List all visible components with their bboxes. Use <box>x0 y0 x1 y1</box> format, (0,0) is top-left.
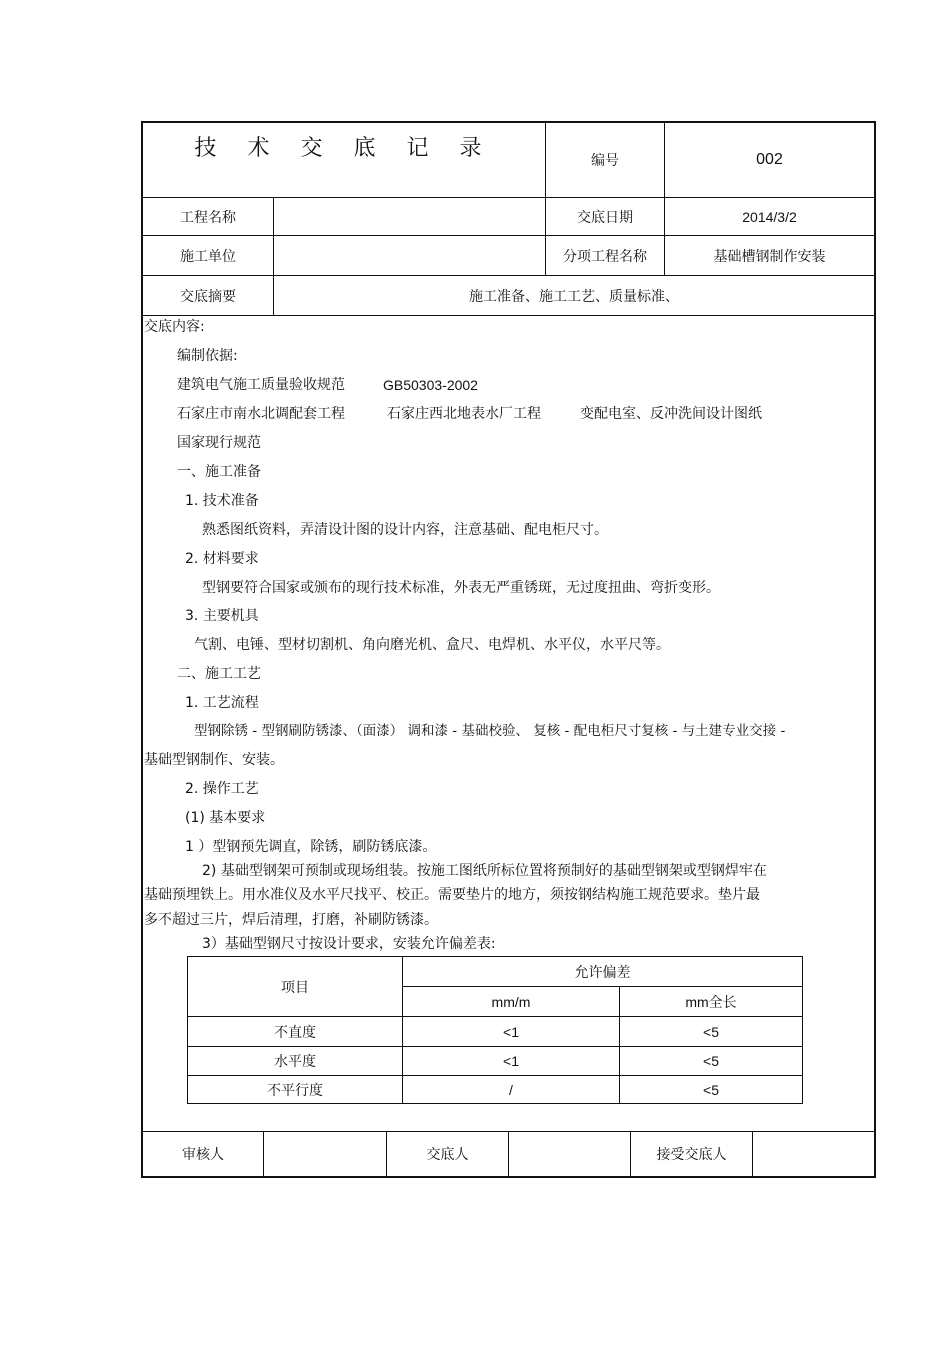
frame-right-border <box>874 121 876 1178</box>
row-item: 不平行度 <box>267 1082 323 1099</box>
col-tolerance-header: 允许偏差 <box>574 964 631 981</box>
col-per-meter-header: mm/m <box>491 993 531 1010</box>
basic-requirements: (1) 基本要求 <box>185 810 266 826</box>
basis-standard-code: GB50303-2002 <box>383 377 478 393</box>
subsection-tools: 3. 主要机具 <box>185 608 259 624</box>
summary-value: 施工准备、施工工艺、质量标准、 <box>469 288 679 305</box>
basis-standard: 建筑电气施工质量验收规范 <box>177 377 345 393</box>
divider <box>802 956 803 1104</box>
col-total-length-header: mm全长 <box>685 993 737 1010</box>
receiver-value <box>753 1132 874 1176</box>
subsection-operation: 2. 操作工艺 <box>185 781 259 797</box>
presenter-value <box>509 1132 630 1176</box>
number-value: 002 <box>756 150 783 168</box>
row-total-length: <5 <box>703 1023 719 1040</box>
section-preparation: 一、施工准备 <box>177 464 261 480</box>
technical-prep-text: 熟悉图纸资料，弄清设计图的设计内容，注意基础、配电柜尺寸。 <box>202 522 608 538</box>
date-label: 交底日期 <box>577 209 633 226</box>
sub-project-value: 基础槽钢制作安装 <box>713 248 826 265</box>
basis-national-code: 国家现行规范 <box>177 435 261 451</box>
reviewer-label: 审核人 <box>182 1147 224 1163</box>
basis-project-2: 石家庄西北地表水厂工程 <box>387 406 541 422</box>
material-text: 型钢要符合国家或颁布的现行技术标准，外表无严重锈斑，无过度扭曲、弯折变形。 <box>202 580 720 596</box>
subsection-material: 2. 材料要求 <box>185 551 259 567</box>
flow-text-line1: 型钢除锈 - 型钢刷防锈漆、（面漆） 调和漆 - 基础校验、 复核 - 配电柜尺寸复核 - 与土建专业交接 - <box>194 723 786 739</box>
basis-heading: 编制依据: <box>177 348 238 364</box>
divider <box>187 1103 803 1104</box>
requirement-2-line2: 基础预埋铁上。用水准仪及水平尺找平、校正。需要垫片的地方，须按钢结构施工规范要求。垫片最 <box>144 887 760 903</box>
row-item: 不直度 <box>274 1024 316 1041</box>
sub-project-label: 分项工程名称 <box>563 248 647 265</box>
requirement-2-line3: 多不超过三片，焊后清理，打磨，补刷防锈漆。 <box>144 912 438 928</box>
reviewer-value <box>264 1132 386 1176</box>
divider <box>142 315 875 316</box>
requirement-2-line1: 2) 基础型钢架可预制或现场组装。按施工图纸所标位置将预制好的基础型钢架或型钢焊牢在 <box>202 863 767 879</box>
row-total-length: <5 <box>703 1053 719 1069</box>
row-item: 水平度 <box>274 1054 316 1070</box>
project-name-value <box>274 198 545 235</box>
subsection-technical-prep: 1. 技术准备 <box>185 493 259 509</box>
unit-label: 施工单位 <box>180 248 236 265</box>
presenter-label: 交底人 <box>426 1147 469 1163</box>
row-per-meter: <1 <box>503 1053 519 1069</box>
unit-value <box>274 236 545 275</box>
date-value: 2014/3/2 <box>742 208 797 225</box>
requirement-1: 1 ）型钢预先调直，除锈，刷防锈底漆。 <box>185 839 437 855</box>
section-process: 二、施工工艺 <box>177 666 261 682</box>
requirement-3: 3）基础型钢尺寸按设计要求，安装允许偏差表: <box>202 936 496 952</box>
row-total-length: <5 <box>703 1081 719 1098</box>
row-per-meter: <1 <box>503 1023 519 1040</box>
content-heading: 交底内容: <box>144 319 205 335</box>
basis-project-1: 石家庄市南水北调配套工程 <box>177 406 345 422</box>
subsection-flow: 1. 工艺流程 <box>185 695 259 711</box>
flow-text-line2: 基础型钢制作、安装。 <box>144 752 284 768</box>
receiver-label: 接受交底人 <box>656 1147 727 1163</box>
col-item-header: 项目 <box>281 979 309 996</box>
frame-bottom-border <box>142 1176 876 1178</box>
number-label: 编号 <box>591 152 619 169</box>
form-title: 技 术 交 底 记 录 <box>194 135 494 161</box>
basis-drawings: 变配电室、反冲洗间设计图纸 <box>580 406 762 422</box>
tools-text: 气割、电锤、型材切割机、角向磨光机、盒尺、电焊机、水平仪，水平尺等。 <box>194 637 670 653</box>
project-name-label: 工程名称 <box>180 209 236 226</box>
row-per-meter: / <box>509 1081 513 1098</box>
summary-label: 交底摘要 <box>180 288 236 305</box>
